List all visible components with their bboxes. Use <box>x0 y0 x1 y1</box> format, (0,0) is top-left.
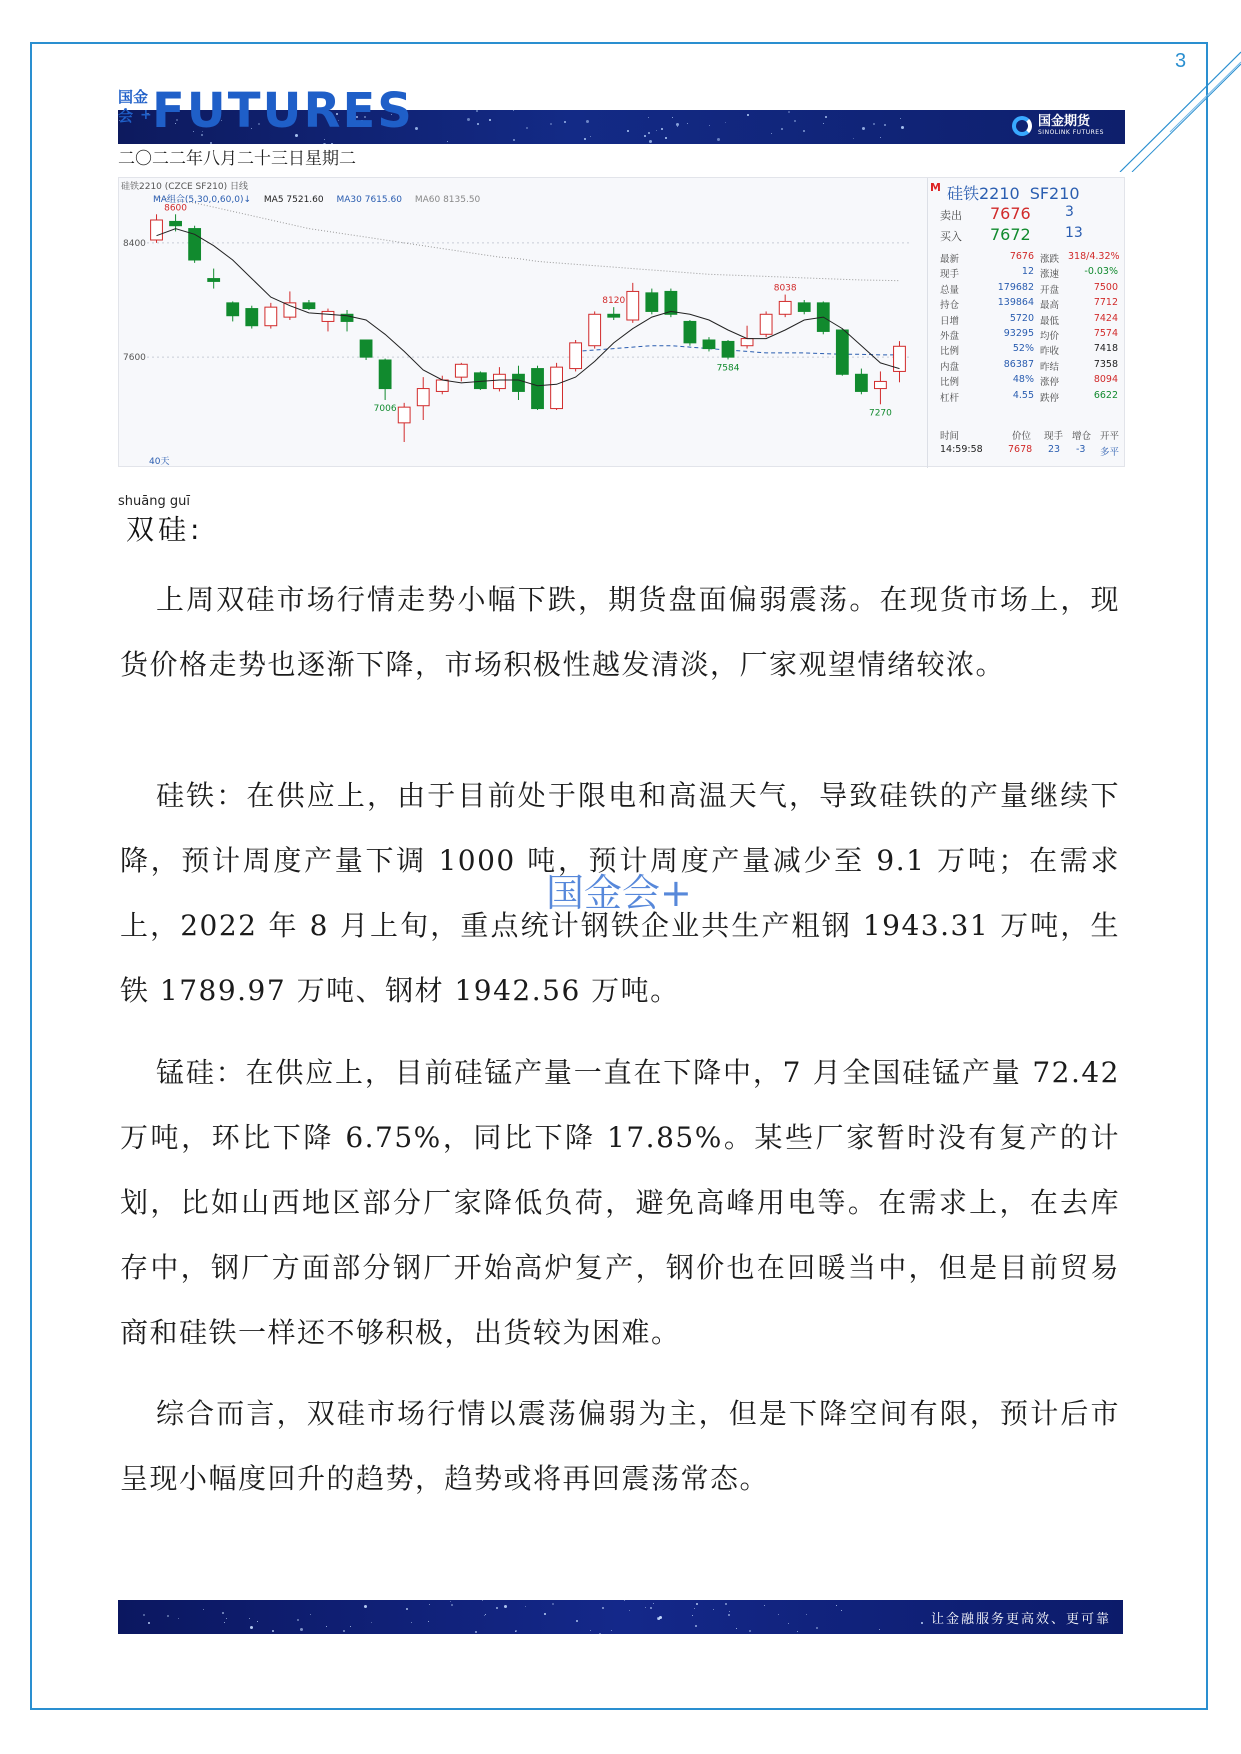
candle-body <box>551 367 563 408</box>
candle-body <box>436 380 448 391</box>
banner-star <box>406 1608 408 1610</box>
quote-row <box>940 390 1120 406</box>
quote-value: -0.03% <box>1084 266 1118 278</box>
banner-star <box>272 1630 274 1632</box>
banner-star <box>656 130 657 131</box>
price-annotation: 8120 <box>602 296 626 307</box>
price-annotation: 7006 <box>373 404 397 414</box>
quote-label: 比例 <box>940 346 960 358</box>
candle-body <box>684 321 696 342</box>
quote-row <box>940 374 1120 390</box>
banner-star <box>692 1615 693 1616</box>
candle-body <box>798 303 810 312</box>
banner-star <box>143 1614 145 1616</box>
banner-star <box>515 1631 516 1632</box>
candle-body <box>779 301 791 314</box>
quote-row <box>940 297 1120 313</box>
quote-value: 4.55 <box>1012 389 1034 401</box>
price-annotation: 7584 <box>716 363 740 374</box>
banner-star <box>611 1630 612 1631</box>
quote-row <box>940 313 1120 329</box>
banner-star <box>901 126 904 129</box>
banner-star <box>694 1608 695 1609</box>
quote-value: 7500 <box>1093 281 1118 293</box>
candle-body <box>703 340 715 349</box>
banner-star <box>371 1622 372 1623</box>
banner-star <box>576 1620 578 1622</box>
banner-star <box>797 1631 798 1632</box>
banner-star <box>649 140 652 143</box>
quote-value: 7676 <box>1009 251 1034 262</box>
banner-star <box>544 1613 546 1615</box>
quote-value: 139864 <box>997 297 1034 309</box>
banner-star <box>513 110 514 111</box>
candle-body <box>608 314 620 317</box>
banner-star <box>650 1607 652 1609</box>
footer-banner <box>118 1600 1123 1634</box>
banner-star <box>728 1614 730 1616</box>
banner-star <box>222 1612 224 1614</box>
banner-star <box>203 1609 204 1610</box>
kline-chart-screenshot <box>118 177 1125 467</box>
banner-star <box>326 1626 327 1627</box>
ma-legend-item: MA30 7615.60 <box>336 195 402 205</box>
quote-code: SF210 <box>1029 184 1080 203</box>
ask-qty: 3 <box>1065 204 1074 220</box>
price-annotation: 8038 <box>773 283 797 294</box>
candle-body <box>398 407 410 423</box>
banner-star <box>477 123 479 125</box>
candle-body <box>246 309 258 326</box>
banner-star <box>644 135 646 137</box>
quote-value: 7424 <box>1093 312 1118 324</box>
quote-value: 8094 <box>1093 374 1118 386</box>
banner-star <box>525 1606 526 1607</box>
quote-row <box>940 282 1120 298</box>
quote-label: 涨速 <box>1040 269 1060 281</box>
banner-star <box>526 127 528 129</box>
banner-star <box>645 1607 646 1608</box>
candle-body <box>855 374 867 391</box>
kline-chart <box>119 178 927 468</box>
banner-star <box>661 128 663 130</box>
quote-row <box>940 359 1120 375</box>
banner-star <box>476 110 478 112</box>
candle-body <box>151 220 163 240</box>
banner-star <box>599 1633 601 1634</box>
banner-star <box>411 1622 412 1623</box>
candle-body <box>379 360 391 389</box>
ask-price: 7676 <box>990 204 1031 223</box>
quote-label: 跌停 <box>1040 392 1060 404</box>
banner-star <box>825 116 827 118</box>
candle-body <box>722 341 734 357</box>
banner-star <box>747 114 749 116</box>
banner-star <box>482 1600 483 1601</box>
banner-star <box>788 111 790 113</box>
quote-value: 7358 <box>1093 358 1118 370</box>
ma-legend-item: MA60 8135.50 <box>414 195 481 205</box>
banner-star <box>475 1631 477 1633</box>
banner-star <box>428 1621 429 1622</box>
candle-body <box>284 303 296 317</box>
banner-star <box>297 1619 299 1621</box>
candle-body <box>875 381 887 388</box>
company-name-cn: 国金期货 <box>1038 114 1091 129</box>
candle-body <box>665 291 677 314</box>
y-tick-label: 8400 <box>123 238 146 249</box>
banner-star <box>300 1628 303 1631</box>
candle-body <box>417 389 429 406</box>
banner-star <box>862 127 865 130</box>
bid-row: 买入 7672 13 <box>940 225 1083 244</box>
banner-star <box>729 1611 730 1612</box>
banner-star <box>736 1628 737 1629</box>
quote-value: 6622 <box>1093 389 1118 401</box>
candle-body <box>836 330 848 374</box>
quote-title <box>930 181 1080 204</box>
banner-star <box>836 1605 837 1606</box>
banner-star <box>257 1621 258 1622</box>
ma-legend-item: MA5 7521.60 <box>263 195 324 205</box>
banner-star <box>648 132 650 134</box>
banner-star <box>590 136 591 137</box>
quote-label: 开盘 <box>1040 284 1060 296</box>
candle-body <box>360 340 372 357</box>
banner-star <box>884 124 886 126</box>
banner-star <box>880 137 881 138</box>
brand-cn: 国金 会 <box>118 88 149 125</box>
banner-star <box>513 139 515 141</box>
candle-body <box>741 339 753 346</box>
quote-label: 最新 <box>940 254 960 265</box>
banner-star <box>602 1607 604 1609</box>
section-title: 双硅: <box>126 513 204 546</box>
quote-label: 涨停 <box>1040 377 1060 389</box>
candle-body <box>265 307 277 326</box>
banner-star <box>725 122 726 123</box>
banner-star <box>713 1609 714 1610</box>
brand-futures-logo: FUTURES <box>152 83 414 139</box>
quote-row <box>940 251 1120 267</box>
candle-body <box>627 291 639 320</box>
quote-row <box>940 343 1120 359</box>
quote-value: 5720 <box>1009 312 1034 324</box>
banner-star <box>451 1604 453 1606</box>
quote-label: 总量 <box>940 284 960 296</box>
quote-value: 7418 <box>1093 343 1118 355</box>
candle-body <box>455 364 467 377</box>
quote-label: 杠杆 <box>940 392 960 404</box>
banner-star <box>900 118 901 119</box>
banner-star <box>778 1614 779 1615</box>
candle-body <box>513 374 525 391</box>
banner-star <box>749 1630 751 1632</box>
quote-value: 86387 <box>1003 358 1034 370</box>
banner-star <box>496 1607 498 1609</box>
company-logo-icon <box>1012 116 1032 136</box>
quote-value: 179682 <box>997 281 1034 293</box>
banner-star <box>624 1600 625 1601</box>
quote-label: 昨收 <box>1040 346 1060 358</box>
page-number: 3 <box>1175 50 1187 72</box>
banner-star <box>781 128 783 130</box>
banner-star <box>249 1618 250 1619</box>
banner-star <box>879 1629 880 1630</box>
banner-star <box>873 123 875 125</box>
candle-body <box>303 303 315 309</box>
paragraph-conclusion: 综合而言，双硅市场行情以震荡偏弱为主，但是下降空间有限，预计后市呈现小幅度回升的趋势，趋势或将再回震荡常态。 <box>120 1397 1120 1495</box>
quote-label: 内盘 <box>940 361 960 373</box>
section-title-pinyin: shuāng guī <box>118 494 190 509</box>
candle-body <box>760 314 772 334</box>
banner-star <box>841 1610 842 1611</box>
chart-topbar: 硅铁2210 (CZCE SF210) 日线 <box>121 182 248 192</box>
bid-qty: 13 <box>1065 225 1083 241</box>
banner-star <box>250 1626 253 1629</box>
banner-star <box>590 1630 591 1631</box>
banner-star <box>584 138 586 140</box>
quote-label: 均价 <box>1040 331 1060 342</box>
candle-body <box>532 369 544 409</box>
banner-star <box>823 123 824 124</box>
quote-value: 7712 <box>1093 297 1118 309</box>
quote-label: 比例 <box>940 377 960 389</box>
quote-value: 12 <box>1021 266 1034 278</box>
banner-star <box>447 141 448 142</box>
company-logo <box>1012 114 1104 137</box>
quote-row <box>940 328 1120 344</box>
candle-body <box>589 314 601 345</box>
ask-row: 卖出 7676 3 <box>940 204 1074 223</box>
quote-label: 涨跌 <box>1040 254 1060 265</box>
quote-value: 52% <box>1012 343 1034 355</box>
quote-label: 现手 <box>940 269 960 281</box>
banner-star <box>450 1601 451 1602</box>
banner-star <box>586 120 589 123</box>
banner-star <box>677 126 678 127</box>
banner-star <box>648 117 649 118</box>
price-annotation: 7270 <box>868 408 892 419</box>
paragraph-ferrosilicon: 硅铁：在供应上，由于目前处于限电和高温天气，导致硅铁的产量继续下降，预计周度产量下调 1000 吨，预计周度产量减少至 9.1 万吨；在需求上，2022 年 8 月上旬，重点统计钢铁企业共生产粗钢 1943.31 万吨，生铁 1789.97 万吨、钢材 1942.56 万吨。 <box>120 779 1120 1007</box>
banner-star <box>226 1618 227 1619</box>
price-annotation: 8600 <box>164 203 188 214</box>
banner-star <box>364 1605 367 1608</box>
banner-star <box>788 1623 789 1624</box>
banner-star <box>343 1630 345 1632</box>
banner-star <box>665 137 667 139</box>
banner-star <box>696 1603 698 1605</box>
footer-slogan: 让金融服务更高效、更可靠 <box>930 1612 1111 1627</box>
banner-star <box>725 1603 727 1605</box>
quote-value: 318/4.32% <box>1068 251 1120 262</box>
banner-star <box>467 118 470 121</box>
candle-body <box>170 221 182 225</box>
candle-body <box>646 293 658 312</box>
bid-price: 7672 <box>990 225 1031 244</box>
banner-star <box>764 1605 765 1606</box>
banner-star <box>853 138 854 139</box>
quote-label: 昨结 <box>1040 361 1060 373</box>
banner-star <box>687 123 688 124</box>
banner-star <box>552 1603 554 1605</box>
banner-star <box>653 1603 654 1604</box>
banner-star <box>310 1614 311 1615</box>
brand-plus: + <box>140 107 152 123</box>
ma-legend <box>153 192 490 205</box>
candle-body <box>227 303 239 316</box>
ma-legend-item: MA组合(5,30,0,60,0)↓ <box>153 195 252 205</box>
candle-body <box>208 279 220 282</box>
quote-value: 93295 <box>1003 328 1034 339</box>
banner-star <box>167 1615 169 1617</box>
candle-body <box>570 343 582 369</box>
banner-star <box>672 117 673 118</box>
banner-star <box>794 120 796 122</box>
ma60-line <box>157 197 900 281</box>
banner-star <box>771 133 772 134</box>
banner-star <box>816 1627 818 1629</box>
banner-star <box>350 1626 351 1627</box>
paragraph-silicomanganese: 锰硅：在供应上，目前硅锰产量一直在下降中，7 月全国硅锰产量 72.42 万吨，环比下降 6.75%，同比下降 17.85%。某些厂家暂时没有复产的计划，比如山西地区部分厂家降低负荷，避免高峰用电等。在需求上，在去库存中，钢厂方面部分钢厂开始高炉复产，钢价也在回暖当中，但是目前贸易商和硅铁一样还不够积极，出货较为困难。 <box>120 1056 1120 1349</box>
banner-star <box>178 1618 179 1619</box>
banner-star <box>921 1622 923 1624</box>
quote-label: 最低 <box>1040 315 1060 327</box>
y-tick-label: 7600 <box>123 353 146 364</box>
banner-star <box>489 119 491 121</box>
banner-star <box>629 1610 630 1611</box>
quote-label: 持仓 <box>940 300 960 312</box>
banner-star <box>627 130 629 132</box>
quote-value: 48% <box>1012 374 1034 386</box>
banner-star <box>485 1614 486 1615</box>
banner-star <box>429 1604 430 1605</box>
quote-value: 7574 <box>1093 328 1118 339</box>
banner-star <box>803 130 805 132</box>
candle-body <box>494 374 506 388</box>
watermark: 国金会+ <box>546 871 692 915</box>
quote-row <box>940 266 1120 282</box>
banner-star <box>717 138 720 141</box>
period-label: 40天 <box>149 457 170 467</box>
quote-label: 最高 <box>1040 300 1060 312</box>
banner-star <box>564 121 566 123</box>
banner-star <box>224 1622 225 1623</box>
banner-star <box>806 1614 807 1615</box>
banner-star <box>709 125 710 126</box>
banner-star <box>695 1625 697 1627</box>
ma30-line <box>576 346 900 355</box>
banner-star <box>504 1605 507 1608</box>
report-date: 二〇二二年八月二十三日星期二 <box>118 149 356 169</box>
quote-marker: M <box>930 181 941 194</box>
banner-star <box>484 1615 485 1616</box>
quote-label: 日增 <box>940 315 960 327</box>
quote-label: 外盘 <box>940 331 960 342</box>
banner-star <box>659 1616 662 1619</box>
banner-star <box>415 127 418 130</box>
paragraph-summary: 上周双硅市场行情走势小幅下跌，期货盘面偏弱震荡。在现货市场上，现货价格走势也逐渐下降，市场积极性越发清淡，厂家观望情绪较浓。 <box>120 583 1120 681</box>
banner-star <box>148 1622 150 1624</box>
quote-panel: $^M$ 硅铁2210 SF210 卖出 7676 3 买入 7672 13 最新 7676 涨跌 318/4.32% 现手 12 涨速 -0.03% 总量 179682 开盘 7500 持仓 139864 最高 7712 日增 5720 最低 7424 外盘 93295 均价 7574 比例 52% 昨收 7418 内盘 86387 昨结 7358 比例 48% 涨停 8094 杠杆 4.55 跌停 6622 时间 价位 现手 增仓 开平 14:59:58 7678 23 -3 多平 <box>927 178 1126 468</box>
banner-star <box>550 123 552 125</box>
candle-body <box>322 311 334 321</box>
company-name-en: SINOLINK FUTURES <box>1038 129 1104 136</box>
quote-name: 硅铁2210 <box>946 184 1020 203</box>
